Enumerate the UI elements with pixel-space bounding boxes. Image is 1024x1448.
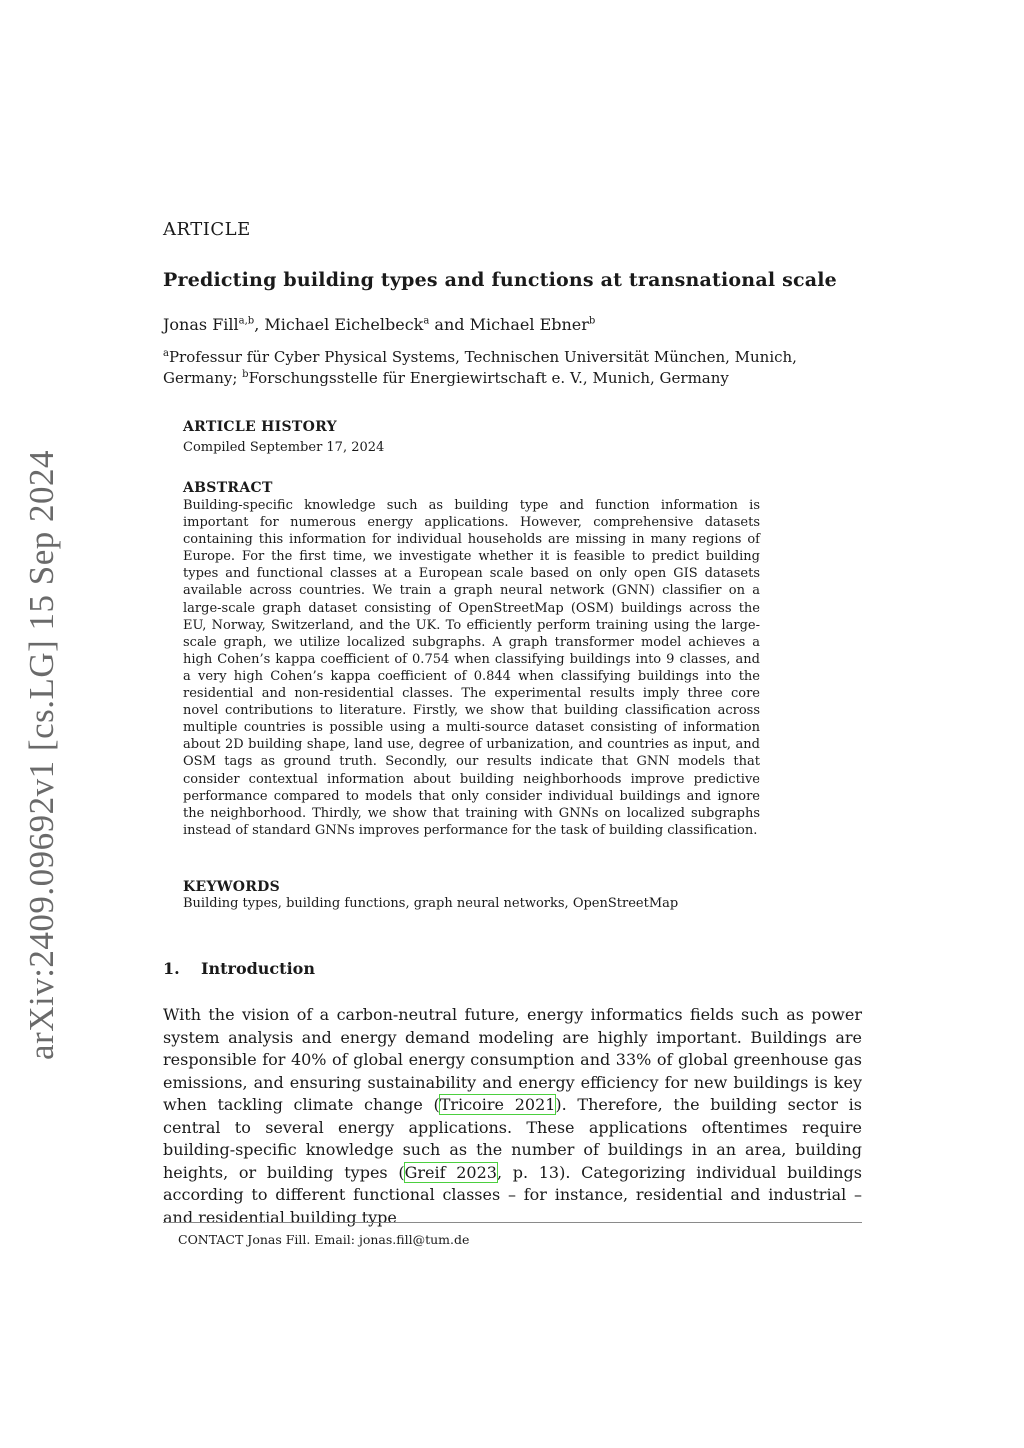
citation-link-tricoire[interactable] xyxy=(440,1095,556,1114)
abstract-heading: ABSTRACT xyxy=(183,480,273,496)
author-affiliation-mark: a xyxy=(423,315,430,327)
keywords-text: Building types, building functions, graph neural networks, OpenStreetMap xyxy=(183,896,679,911)
article-history-heading: ARTICLE HISTORY xyxy=(183,419,337,435)
intro-text: ). Therefore, the building sector is central to several energy applications. These applications oftentimes require building-specific knowledge such as the number of buildings in an area, building heights, or building types ( xyxy=(163,1095,863,1182)
citation-author: Tricoire xyxy=(439,1095,505,1114)
section-number: 1. xyxy=(163,959,180,978)
author-affiliation-mark: a,b xyxy=(238,315,255,327)
author-affiliation-mark: b xyxy=(588,315,596,327)
citation-author: Greif xyxy=(404,1162,446,1182)
section-title: Introduction xyxy=(201,959,315,978)
affiliations xyxy=(163,347,803,389)
author-name: Jonas Fill xyxy=(163,315,239,334)
citation-year: 2021 xyxy=(514,1095,556,1114)
citation-year: 2023 xyxy=(456,1162,497,1182)
intro-text: With the vision of a carbon-neutral future, energy informatics fields such as power system analysis and energy demand modeling are highly important. Buildings are responsible for 40% of global energy consumption and 33% of global greenhouse gas emissions, and ensuring sustainability and energy efficiency for new buildings is key when tackling climate change ( xyxy=(163,1005,862,1114)
compiled-date: Compiled September 17, 2024 xyxy=(183,440,385,455)
author-list xyxy=(163,315,595,334)
author-separator: , xyxy=(254,315,265,334)
abstract-text: Building-specific knowledge such as building type and function information is important for numerous energy applications. However, comprehensive datasets containing this information for individual households are missing in many regions of Europe. For the first time, we investigate whether it is feasible to predict building types and functional classes at a European scale based on only open GIS datasets available across countries. We train a graph neural network (GNN) classifier on a large-scale graph dataset consisting of OpenStreetMap (OSM) buildings across the EU, Norway, Switzerland, and the UK. To efficiently perform training using the large-scale graph, we utilize localized subgraphs. A graph transformer model achieves a high Cohen’s kappa coefficient of 0.754 when classifying buildings into 9 classes, and a very high Cohen’s kappa coefficient of 0.844 when classifying buildings into the residential and non-residential classes. The experimental results imply three core novel contributions to literature. Firstly, we show that building classification across multiple countries is possible using a multi-source dataset consisting of information about 2D building shape, land use, degree of urbanization, and countries as input, and OSM tags as ground truth. Secondly, our results indicate that GNN models that consider contextual information about building neighborhoods improve predictive performance compared to models that only consider individual buildings and ignore the neighborhood. Thirdly, we show that training with GNNs on localized subgraphs instead of standard GNNs improves performance for the task of building classification. xyxy=(183,498,760,838)
intro-text: , p. 13). Categorizing individual buildings according to different functional classes – for instance, residential and industrial – and residential building type xyxy=(163,1162,863,1227)
footnote-divider xyxy=(163,1222,862,1223)
contact-footnote: CONTACT Jonas Fill. Email: jonas.fill@tum.de xyxy=(178,1232,470,1247)
author-name: Michael Ebner xyxy=(469,315,589,334)
introduction-heading xyxy=(163,959,315,978)
keywords-heading: KEYWORDS xyxy=(183,879,281,895)
author-separator: and xyxy=(429,315,470,334)
author-name: Michael Eichelbeck xyxy=(264,315,424,334)
affiliation-b: Forschungsstelle für Energiewirtschaft e. V., Munich, Germany xyxy=(248,369,729,387)
arxiv-identifier-stamp: arXiv:2409.09692v1 [cs.LG] 15 Sep 2024 xyxy=(22,449,61,1060)
introduction-paragraph xyxy=(163,1004,862,1229)
affiliation-a: Professur für Cyber Physical Systems, Technischen Universität München, Munich, Germany; xyxy=(163,348,797,387)
citation-link-greif[interactable] xyxy=(405,1163,497,1182)
affiliation-mark-a: a xyxy=(163,348,169,359)
paper-title: Predicting building types and functions at transnational scale xyxy=(163,269,837,291)
affiliation-mark-b: b xyxy=(242,369,249,380)
article-label: ARTICLE xyxy=(163,219,251,240)
